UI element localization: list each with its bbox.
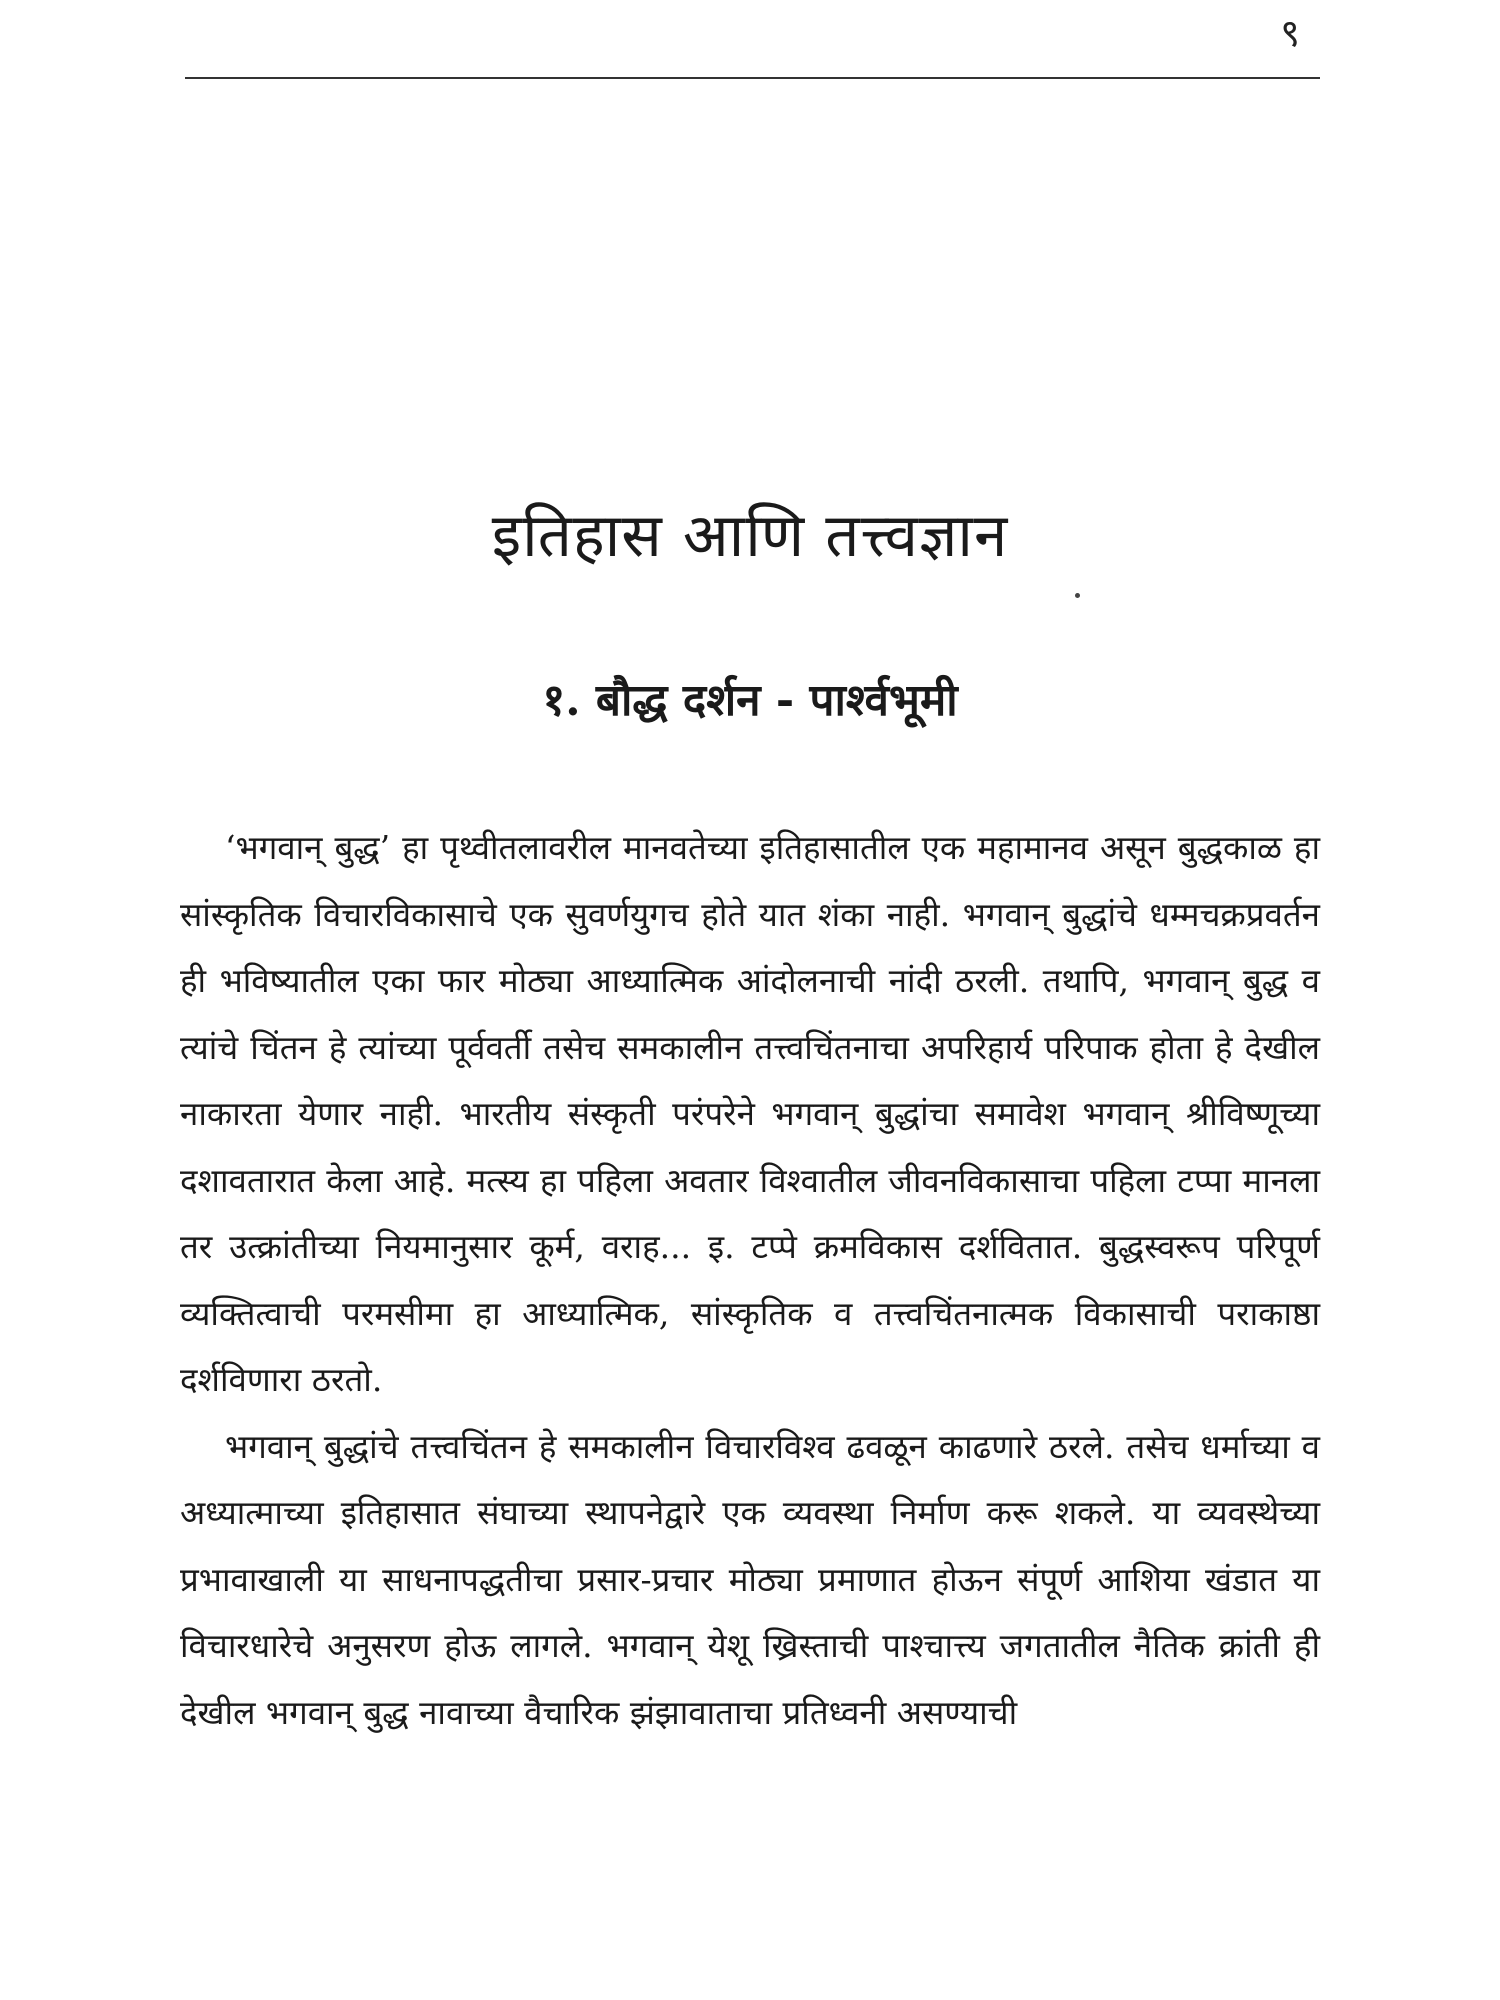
header-rule (185, 77, 1320, 79)
paragraph: भगवान् बुद्धांचे तत्त्वचिंतन हे समकालीन विचारविश्व ढवळून काढणारे ठरले. तसेच धर्माच्या व अध्यात्माच्या इतिहासात संघाच्या स्थापनेद्वारे एक व्यवस्था निर्माण करू शकले. या व्यवस्थेच्या प्रभावाखाली या साधनापद्धतीचा प्रसार-प्रचार मोठ्या प्रमाणात होऊन संपूर्ण आशिया खंडात या विचारधारेचे अनुसरण होऊ लागले. भगवान् येशू ख्रिस्ताची पाश्चात्त्य जगतातील नैतिक क्रांती ही देखील भगवान् बुद्ध नावाच्या वैचारिक झंझावाताचा प्रतिध्वनी असण्याची (180, 1426, 1320, 1732)
chapter-title: १. बौद्ध दर्शन - पार्श्वभूमी (542, 675, 958, 726)
book-title: इतिहास आणि तत्त्वज्ञान (491, 501, 1009, 571)
print-speck (1075, 593, 1080, 598)
page-number: ९ (1280, 11, 1300, 55)
body-text (180, 815, 1320, 1746)
paragraph: ‘भगवान् बुद्ध’ हा पृथ्वीतलावरील मानवतेच्या इतिहासातील एक महामानव असून बुद्धकाळ हा सांस्कृतिक विचारविकासाचे एक सुवर्णयुगच होते यात शंका नाही. भगवान् बुद्धांचे धम्मचक्रप्रवर्तन ही भविष्यातील एका फार मोठ्या आध्यात्मिक आंदोलनाची नांदी ठरली. तथापि, भगवान् बुद्ध व त्यांचे चिंतन हे त्यांच्या पूर्ववर्ती तसेच समकालीन तत्त्वचिंतनाचा अपरिहार्य परिपाक होता हे देखील नाकारता येणार नाही. भारतीय संस्कृती परंपरेने भगवान् बुद्धांचा समावेश भगवान् श्रीविष्णूच्या दशावतारात केला आहे. मत्स्य हा पहिला अवतार विश्वातील जीवनविकासाचा पहिला टप्पा मानला तर उत्क्रांतीच्या नियमानुसार कूर्म, वराह... इ. टप्पे क्रमविकास दर्शवितात. बुद्धस्वरूप परिपूर्ण व्यक्तित्वाची परमसीमा हा आध्यात्मिक, सांस्कृतिक व तत्त्वचिंतनात्मक विकासाची पराकाष्ठा दर्शविणारा ठरतो. (180, 828, 1320, 1399)
